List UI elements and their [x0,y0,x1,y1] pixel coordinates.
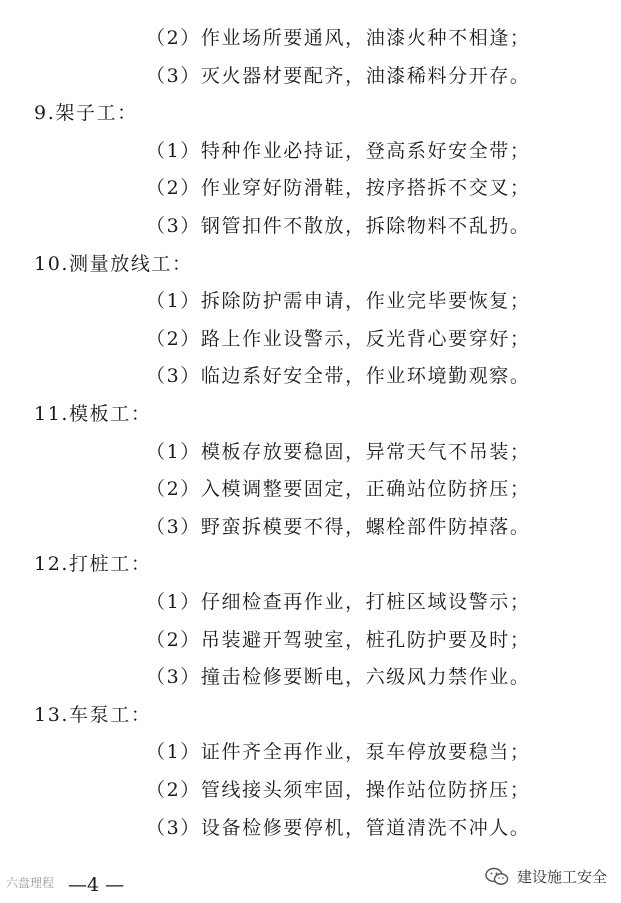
section-heading: 12.打桩工： [34,553,152,576]
list-item: （3）临边系好安全带，作业环境勤观察。 [146,365,531,388]
list-item: （2）作业场所要通风，油漆火种不相逢； [146,27,531,49]
list-item: （3）野蛮拆模要不得，螺栓部件防掉落。 [146,515,531,538]
wechat-icon [485,867,509,887]
list-item: （1）特种作业必持证，登高系好安全带； [146,139,531,162]
list-item: （2）作业穿好防滑鞋，按序搭拆不交叉； [146,177,531,200]
section-heading: 9.架子工： [34,102,138,125]
list-item: （2）路上作业设警示，反光背心要穿好； [146,327,531,350]
list-item: （1）拆除防护需申请，作业完毕要恢复； [146,290,531,313]
list-item: （2）吊装避开驾驶室，桩孔防护要及时； [146,628,531,651]
list-item: （1）证件齐全再作业，泵车停放要稳当； [146,741,531,764]
list-item: （2）管线接头须牢固，操作站位防挤压； [146,779,531,801]
watermark-text: 六盘理程 [6,876,55,890]
section-heading: 11.模板工： [34,403,152,425]
section-heading: 13.车泵工： [34,703,152,726]
list-item: （3）灭火器材要配齐，油漆稀料分开存。 [146,64,531,87]
account-watermark [485,866,607,887]
page-number: —4 — [68,874,125,896]
list-item: （3）撞击检修要断电，六级风力禁作业。 [146,666,531,689]
list-item: （3）设备检修要停机，管道清洗不冲人。 [146,816,531,839]
account-name: 建设施工安全 [516,868,607,886]
list-item: （2）入模调整要固定，正确站位防挤压； [146,478,531,501]
list-item: （1）仔细检查再作业，打桩区域设警示； [146,591,531,613]
list-item: （1）模板存放要稳固，异常天气不吊装； [146,440,531,463]
list-item: （3）钢管扣件不散放，拆除物料不乱扔。 [146,215,531,237]
section-heading: 10.测量放线工： [34,252,193,275]
